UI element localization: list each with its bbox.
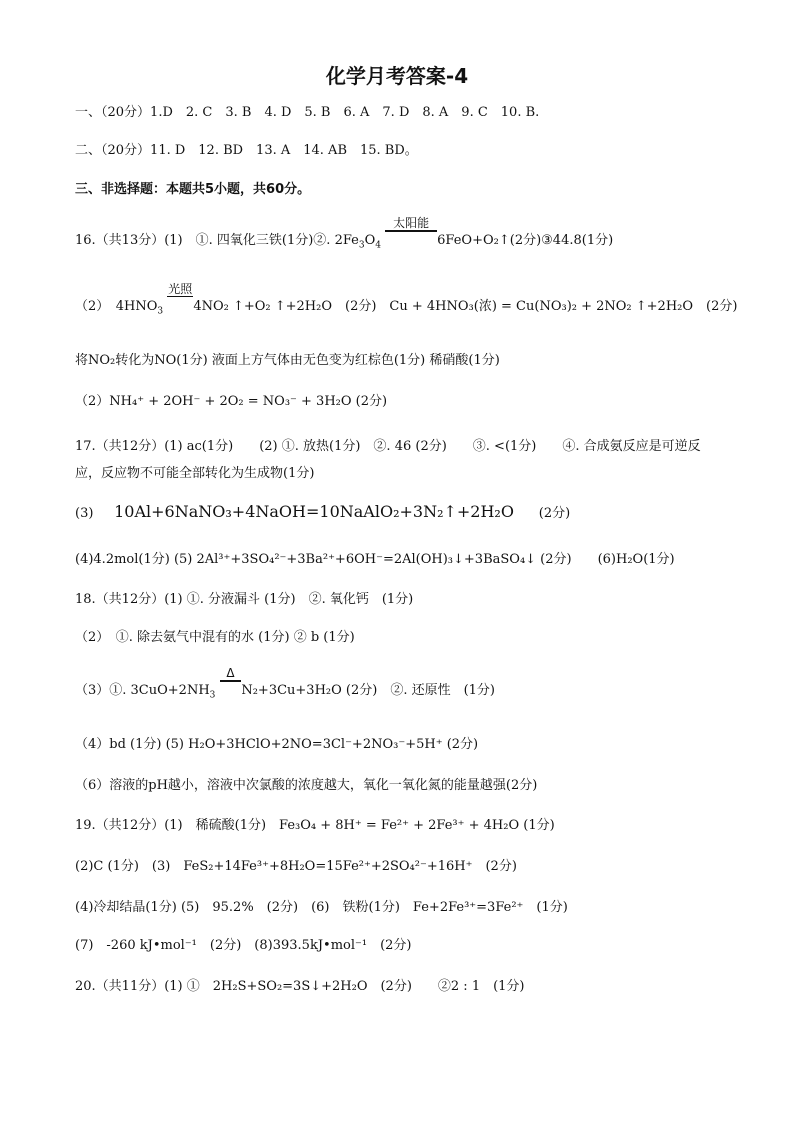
q16-line3: 将NO₂转化为NO(1分) 液面上方气体由无色变为红棕色(1分) 稀硝酸(1分) — [75, 353, 500, 368]
q19-line3: (4)冷却结晶(1分) (5) 95.2% (2分) (6) 铁粉(1分) Fe+2Fe³⁺=3Fe²⁺ (1分) — [75, 900, 568, 915]
part3-heading: 三、非选择题：本题共5小题，共60分。 — [75, 182, 311, 197]
q16-line1 — [75, 216, 755, 255]
q16-light-condition: 光照 — [168, 282, 193, 296]
q16-line2: （2） $4HNO_3$ 光照 4NO₂ ↑+O₂ ↑+2H₂O (2分) Cu + 4HNO₃(浓) = Cu(NO₃)₂ + 2NO₂ ↑+2H₂O (2分) — [75, 282, 738, 317]
q19-line4: (7) -260 kJ•mol⁻¹ (2分) (8)393.5kJ•mol⁻¹ (2分) — [75, 938, 412, 953]
q17-line2 — [75, 503, 755, 523]
q16-condition-label: 太阳能 — [385, 217, 437, 232]
q18-line3-prefix: （3）①. 3CuO+2NH — [75, 683, 210, 698]
q18-line3: （3）①. $3CuO+2NH_3$ Δ N₂+3Cu+3H₂O (2分) ②. 还原性 (1分) — [75, 666, 496, 701]
q16-line1-prefix: 16.（共13分）(1) ①. 四氧化三铁(1分)②. 2Fe — [75, 233, 359, 248]
page-title: 化学月考答案-4 — [325, 64, 469, 88]
q16-line4: （2）NH₄⁺ + 2OH⁻ + 2O₂ = NO₃⁻ + 3H₂O (2分) — [75, 394, 388, 409]
q17-part3-label: (3) — [75, 506, 94, 521]
q17-line3: (4)4.2mol(1分) (5) 2Al³⁺+3SO₄²⁻+3Ba²⁺+6OH⁻=2Al(OH)₃↓+3BaSO₄↓ (2分) (6)H₂O(1分) — [75, 552, 675, 567]
q18-line3-suffix: N₂+3Cu+3H₂O (2分) ②. 还原性 (1分) — [241, 683, 496, 698]
q18-line1: 18.（共12分）(1) ①. 分液漏斗 (1分) ②. 氧化钙 (1分) — [75, 592, 414, 607]
q17-line1: 17.（共12分）(1) ac(1分) (2) ①. 放热(1分) ②. 46 (2分) ③. <(1分) ④. 合成氨反应是可逆反应，反应物不可能全部转化为生成物(1分) — [75, 439, 701, 481]
q16-line1-suffix: 6FeO+O₂↑(2分)③44.8(1分) — [437, 233, 614, 248]
q16-line2-prefix: （2） 4HNO — [75, 299, 158, 314]
q18-line2: （2） ①. 除去氨气中混有的水 (1分) ② b (1分) — [75, 630, 355, 645]
q19-line1: 19.（共12分）(1) 稀硫酸(1分) Fe₃O₄ + 8H⁺ = Fe²⁺ + 2Fe³⁺ + 4H₂O (1分) — [75, 818, 555, 833]
q16-line2-suffix: 4NO₂ ↑+O₂ ↑+2H₂O (2分) Cu + 4HNO₃(浓) = Cu(NO₃)₂ + 2NO₂ ↑+2H₂O (2分) — [193, 299, 738, 314]
q19-line2: (2)C (1分) (3) FeS₂+14Fe³⁺+8H₂O=15Fe²⁺+2SO₄²⁻+16H⁺ (2分) — [75, 859, 517, 874]
q16-reaction-arrow — [385, 216, 437, 250]
q18-line5: （6）溶液的pH越小，溶液中次氯酸的浓度越大，氧化一氧化氮的能量越强(2分) — [75, 778, 538, 793]
part2-answers: 二、（20分）11. D 12. BD 13. A 14. AB 15. BD。 — [75, 143, 418, 158]
q18-heat-arrow — [220, 666, 242, 700]
q17-equation: 10Al+6NaNO₃+4NaOH=10NaAlO₂+3N₂↑+2H₂O — [114, 502, 514, 521]
q18-heat-condition: Δ — [220, 667, 242, 682]
q18-line4: （4）bd (1分) (5) H₂O+3HClO+2NO=3Cl⁻+2NO₃⁻+5H⁺ (2分) — [75, 737, 479, 752]
q16-subscript: $_3O_4$ — [358, 233, 381, 251]
q16-light-arrow — [167, 282, 193, 316]
part1-answers: 一、（20分）1.D 2. C 3. B 4. D 5. B 6. A 7. D 8. A 9. C 10. B. — [75, 105, 540, 120]
q20-line1: 20.（共11分）(1) ① 2H₂S+SO₂=3S↓+2H₂O (2分) ②2 : 1 (1分) — [75, 979, 525, 994]
q17-equation-score: (2分) — [538, 506, 571, 521]
